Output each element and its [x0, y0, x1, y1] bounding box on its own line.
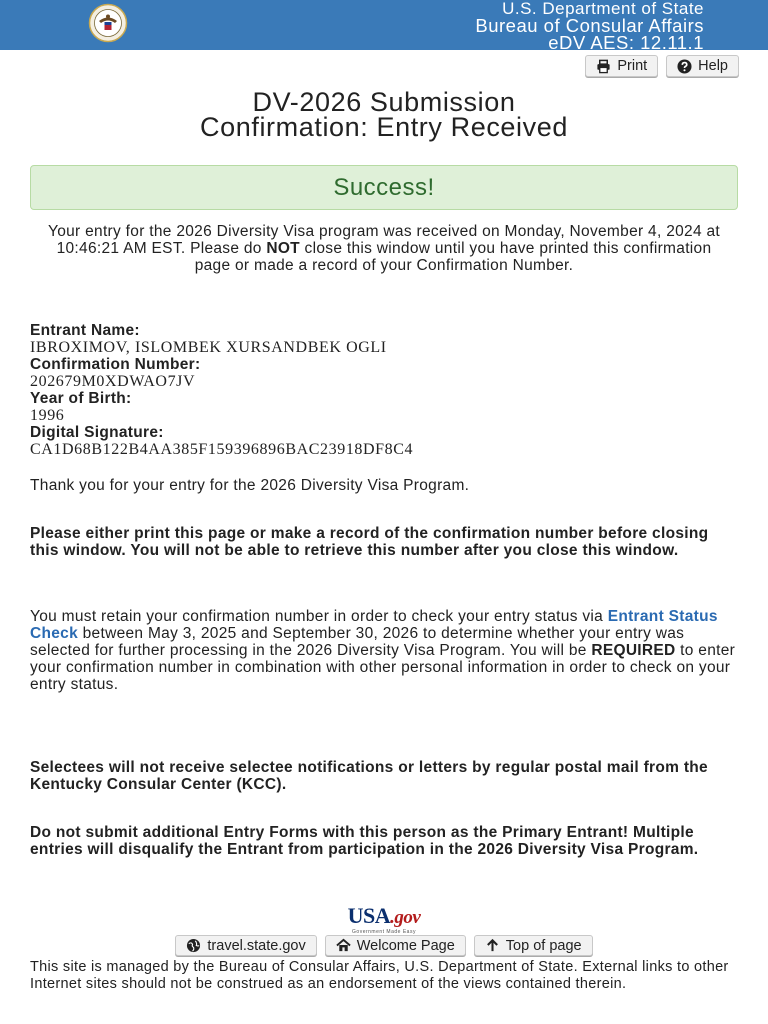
- travel-state-gov-button[interactable]: [175, 935, 316, 956]
- retain-instructions: [30, 608, 740, 693]
- help-label: Help: [698, 58, 728, 74]
- entry-details: [30, 322, 740, 458]
- intro-message: [40, 223, 728, 274]
- welcome-label: Welcome Page: [356, 937, 455, 954]
- entrant-name-value: IBROXIMOV, ISLOMBEK XURSANDBEK OGLI: [30, 339, 387, 356]
- arrow-up-icon: [485, 938, 500, 953]
- help-button[interactable]: [666, 55, 739, 77]
- top-of-page-button[interactable]: [474, 935, 593, 956]
- year-of-birth-value: 1996: [30, 407, 65, 424]
- intro-not-emphasis: NOT: [266, 240, 300, 257]
- usa-gov-tagline: Government Made Easy: [352, 929, 416, 935]
- page-title: [0, 87, 768, 142]
- intro-text-b: close this window until you have printed this confirmation page or made a record of your Confirmation Number.: [194, 240, 712, 274]
- thank-you-text: [30, 477, 740, 494]
- top-toolbar: [585, 55, 739, 77]
- agency-title: [475, 0, 704, 51]
- page-title-line2: Confirmation: Entry Received: [200, 112, 568, 142]
- page-title-line1: DV-2026 Submission: [252, 87, 516, 117]
- print-warning-paragraph: Please either print this page or make a record of the confirmation number before closing this window. You will not be able to retrieve this number after you close this window.: [30, 525, 709, 559]
- system-version: eDV AES: 12.11.1: [548, 32, 704, 53]
- department-of-state-seal-icon: [68, 3, 148, 43]
- year-of-birth-label: Year of Birth:: [30, 390, 132, 407]
- usa-gov-wordmark: [348, 903, 421, 929]
- printer-icon: [596, 59, 611, 74]
- retain-text-a: You must retain your confirmation number in order to check your entry status via: [30, 608, 608, 625]
- footer-disclaimer: This site is managed by the Bureau of Consular Affairs, U.S. Department of State. External links to other Internet sites should not be construed as an endorsement of the views contained therein.: [30, 959, 729, 992]
- gov-text: .gov: [390, 907, 421, 928]
- selectees-notice: [30, 759, 740, 793]
- confirmation-number-value: 202679M0XDWAO7JV: [30, 373, 196, 390]
- do-not-submit-paragraph: Do not submit additional Entry Forms with this person as the Primary Entrant! Multiple entries will disqualify the Entrant from participation in the 2026 Diversity Visa Program.: [30, 824, 699, 858]
- retain-paragraph: [30, 608, 740, 693]
- print-warning: [30, 525, 740, 559]
- success-alert: Success!: [30, 165, 738, 210]
- print-label: Print: [617, 58, 648, 74]
- question-circle-icon: [677, 59, 692, 74]
- welcome-page-button[interactable]: [325, 935, 466, 956]
- department-name: U.S. Department of State: [502, 0, 704, 18]
- globe-icon: [186, 938, 201, 953]
- usa-gov-logo[interactable]: [0, 903, 768, 935]
- site-header: [0, 0, 768, 53]
- confirmation-number-label: Confirmation Number:: [30, 356, 201, 373]
- top-label: Top of page: [505, 937, 582, 954]
- do-not-submit-warning: [30, 824, 740, 858]
- bureau-name: Bureau of Consular Affairs: [475, 15, 704, 36]
- digital-signature-label: Digital Signature:: [30, 424, 164, 441]
- print-button[interactable]: [585, 55, 658, 77]
- selectees-paragraph: Selectees will not receive selectee notifications or letters by regular postal mail from the Kentucky Consular Center (KCC).: [30, 759, 708, 793]
- required-emphasis: REQUIRED: [591, 642, 676, 659]
- travel-label: travel.state.gov: [207, 937, 306, 954]
- retain-text-b: between May 3, 2025 and September 30, 2026 to determine whether your entry was selected for further processing in the 2026 Diversity Visa Program. You will be: [30, 625, 685, 659]
- intro-text-a: Your entry for the 2026 Diversity Visa program was received on Monday, November 4, 2024 at 10:46:21 AM EST. Please do: [47, 223, 721, 257]
- thank-you-paragraph: Thank you for your entry for the 2026 Diversity Visa Program.: [30, 477, 470, 494]
- home-icon: [336, 938, 351, 953]
- usa-text: USA: [347, 903, 391, 928]
- entrant-status-check-link[interactable]: Entrant Status Check: [30, 608, 718, 642]
- footer-nav: [0, 935, 768, 956]
- entrant-name-label: Entrant Name:: [30, 322, 140, 339]
- digital-signature-value: CA1D68B122B4AA385F159396896BAC23918DF8C4: [30, 441, 414, 458]
- retain-text-c: to enter your confirmation number in combination with other personal information in order to check on your entry status.: [30, 642, 736, 693]
